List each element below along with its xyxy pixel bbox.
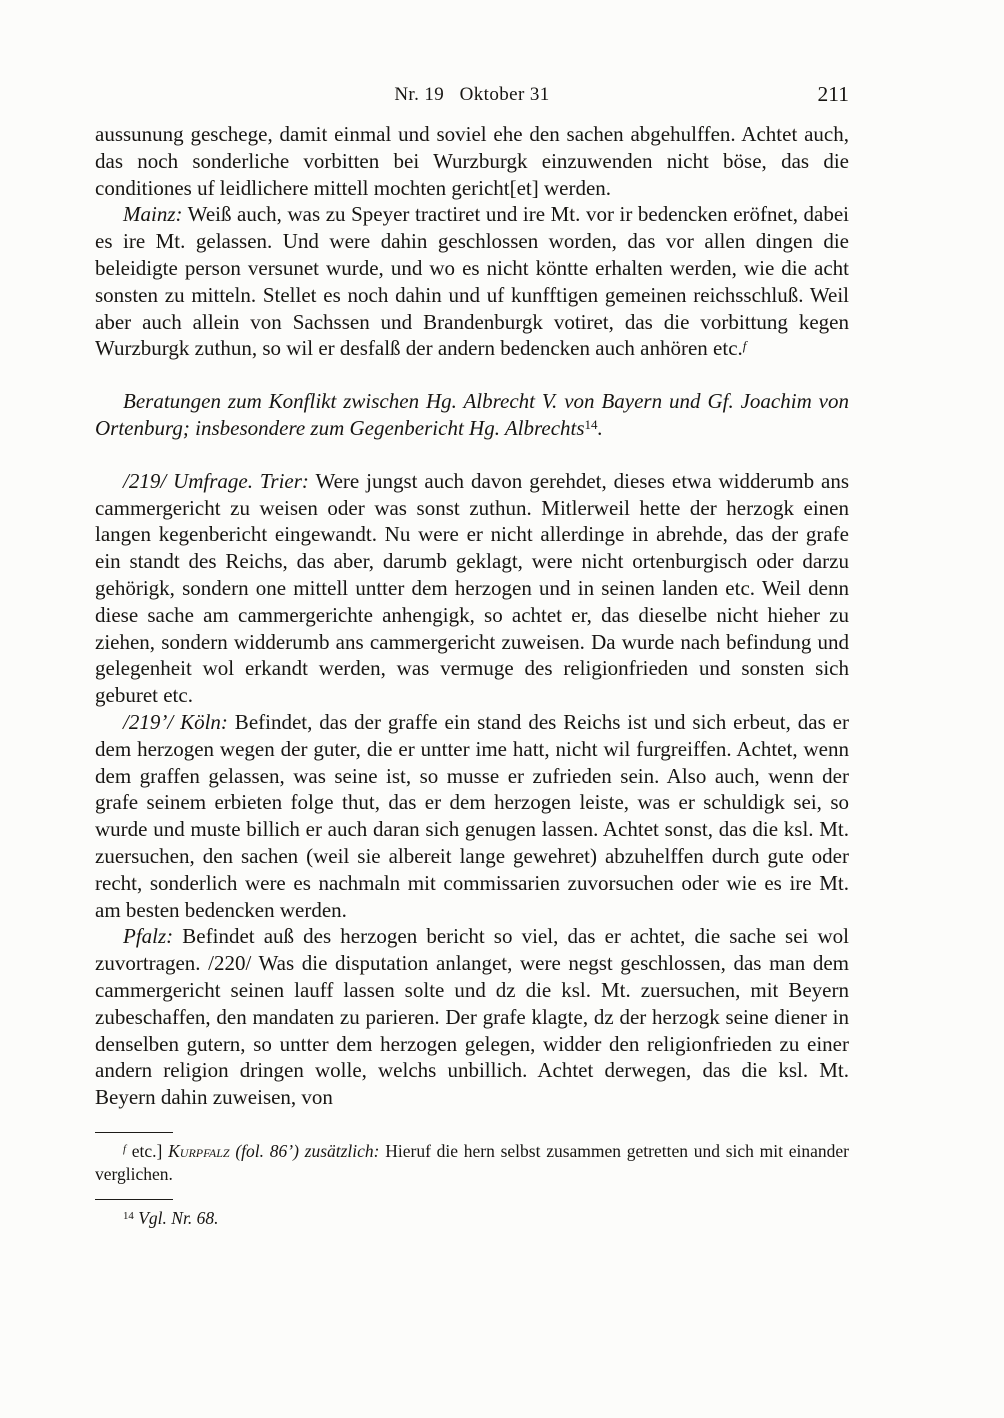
text-segment: Kurpfalz (168, 1140, 230, 1161)
page-content (95, 84, 849, 1243)
paragraph-koeln (95, 709, 849, 923)
paragraph-continuation (95, 121, 849, 201)
text-segment: Befindet, das der graffe ein stand des Reichs ist und sich erbeut, das er dem herzogen wegen der guter, die er untter ime hatt, nicht wil furgreiffen. Achtet, wenn dem graffen gelassen, was seine ist, so musse er zufrieden sein. Also auch, wenn der grafe seinem erbieten folge thut, das er dem herzogen leiste, was er schuldigk sei, so wurde und muste billich er auch daran sich genugen lassen. Achtet sonst, das die ksl. Mt. zuersuchen, den sachen (weil sie albereit lange gewehret) abzuhelffen durch gute oder recht, sonderlich were es nachmaln mit commissarien zuvorsuchen oder wie es ire Mt. am besten bedencken werden. (95, 709, 850, 922)
footnote-14 (95, 1199, 849, 1230)
text-segment: Hieruf die hern selbst zusammen getretten und sich mit einander verglichen. (95, 1140, 849, 1184)
text-segment: Beratungen zum Konflikt zwischen Hg. Albrecht V. von Bayern und Gf. Joachim von Ortenburg; insbesondere zum Gegenbericht Hg. Albrechts (95, 389, 849, 440)
footnote-marker: f (123, 1143, 127, 1156)
footnote-text (95, 1140, 849, 1186)
text-segment: Were jungst auch davon gerehdet, dieses etwa widderumb ans cammergericht zu weisen oder was sonst zuthun. Mitlerweil hette der herzogk einen langen kegenbericht eingewandt. Nu were er nicht allerdinge in abrehde, das der grafe ein standt des Reichs, das aber, darumb geklagt, were nicht ortenburgisch oder darzu gehörigk, sondern one mittell untter dem herzogen und in seinen landen etc. Weil denn diese sache am cammergerichte anhengigk, so achtet er, das dieselbe nicht hieher zu ziehen, sondern widderumb ans cammergericht zuweisen. Da wurde nach befindung und gelegenheit wol erkandt werden, was vermuge des religionfrieden und sonsten sich geburet etc. (95, 468, 849, 708)
footnotes (95, 1132, 849, 1230)
paragraph-mainz (95, 201, 849, 362)
footnote-rule (95, 1132, 173, 1133)
paragraph-trier (95, 468, 849, 709)
text-segment: /219’/ Köln: (123, 709, 228, 734)
running-head: Nr. 19 Oktober 31 (394, 84, 550, 105)
paragraph-pfalz (95, 923, 849, 1111)
footnote-text (95, 1207, 849, 1230)
text-segment: Weiß auch, was zu Speyer tractiret und ire Mt. vor ir bedencken eröfnet, dabei es ire Mt. gelassen. Und were dahin geschlossen worden, das vor allen dingen die beleidigte person versunet wurde, und wo es nicht köntte erhalten werden, wie die acht sonsten zu mitteln. Stellet es noch dahin und uf kunfftigen gemeinen reichsschluß. Weil aber auch allein von Sachssen und Brandenburgk votiret, das die vorbittung kegen Wurzburgk zuthun, so wil er desfalß der andern bedencken auch anhören etc. (95, 202, 849, 361)
text-segment: Mainz: (123, 202, 183, 227)
text-segment: 14 (584, 417, 598, 433)
text-segment: . (597, 415, 603, 440)
text-segment: Vgl. Nr. 68. (138, 1207, 219, 1228)
text-segment: (fol. 86’) zusätzlich: (229, 1140, 380, 1161)
body-text (95, 121, 849, 1111)
footnote-rule (95, 1199, 173, 1200)
text-segment: etc.] (126, 1140, 169, 1161)
page-header (95, 84, 849, 108)
footnote-marker: 14 (123, 1210, 134, 1223)
footnote-f (95, 1132, 849, 1186)
page-number: 211 (817, 82, 849, 106)
text-segment: f (742, 337, 747, 353)
text-segment: /219/ Umfrage. Trier: (123, 468, 309, 493)
text-segment: Pfalz: (123, 924, 174, 949)
paragraph-regest-heading (95, 388, 849, 442)
text-segment: Befindet auß des herzogen bericht so viel, das er achtet, die sache sei wol zuvortragen. /220/ Was die disputation anlanget, were negst geschlossen, das man dem cammergericht seinen lauff lassen solte und dz die ksl. Mt. zuersuchen, mit Beyern zubeschaffen, den mandaten zu parieren. Der grafe klagte, dz der herzogk seine diener in denselben gutern, so untter dem herzogen gelegen, widder den religionfrieden zu einer andern religion dringen wolle, welchs unbillich. Achtet derwegen, das die ksl. Mt. Beyern dahin zuweisen, von (95, 924, 849, 1110)
text-segment: aussunung geschege, damit einmal und soviel ehe den sachen abgehulffen. Achtet auch, das noch sonderliche vorbitten bei Wurzburgk einzuwenden nicht böse, das die conditiones uf leidlichere mittell mochten gericht[et] werden. (95, 122, 849, 200)
